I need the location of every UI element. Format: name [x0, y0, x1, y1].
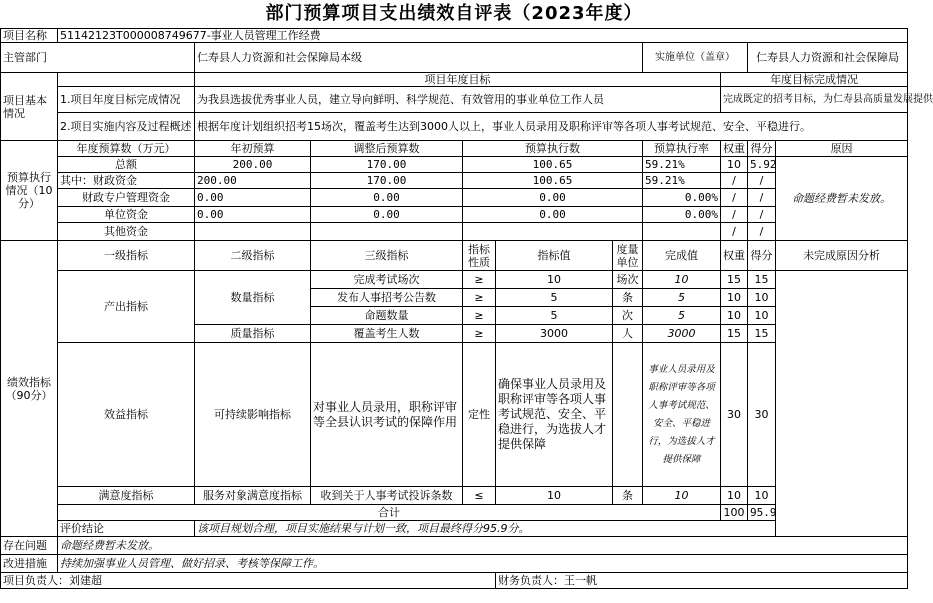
basic-row1-label: 1.项目年度目标完成情况 — [58, 87, 195, 113]
project-name-label: 项目名称 — [1, 29, 58, 43]
total-weight: 100 — [721, 505, 748, 521]
project-name-value: 51142123T000008749677-事业人员管理工作经费 — [58, 29, 908, 43]
basic-row-1 — [1, 87, 908, 101]
perf-row-level3: 覆盖考生人数 — [311, 325, 463, 343]
budget-row — [1, 207, 908, 223]
basic-row2-label: 2.项目实施内容及过程概述 — [58, 113, 195, 141]
department-label: 主管部门 — [1, 43, 195, 73]
perf-row-weight: 10 — [721, 307, 748, 325]
total-score: 95.9 — [748, 505, 776, 521]
budget-row-rate: 59.21% — [643, 173, 721, 189]
budget-row-executed: 0.00 — [463, 189, 643, 207]
benefit-done: 事业人员录用及职称评审等各项人事考试规范、安全、平稳进行，为选拔人才提供保障 — [643, 343, 721, 487]
perf-row-level3: 命题数量 — [311, 307, 463, 325]
budget-row-score: / — [748, 189, 776, 207]
budget-row-rate: 0.00% — [643, 189, 721, 207]
budget-row-weight: 10 — [721, 157, 748, 173]
perf-row-value: 5 — [496, 289, 613, 307]
total-label: 合计 — [58, 505, 721, 521]
satisfaction-nature: ≤ — [463, 487, 496, 505]
perf-row-weight: 15 — [721, 325, 748, 343]
budget-row-name: 单位资金 — [58, 207, 195, 223]
budget-score-header: 得分 — [748, 141, 776, 157]
basic-row2-text: 根据年度计划组织招考15场次，覆盖考生达到3000人以上，事业人员录用及职称评审等各项人事考试规范、安全、平稳进行。 — [195, 113, 908, 141]
perf-reason-header: 未完成原因分析 — [776, 241, 908, 271]
perf-row-score: 15 — [748, 325, 776, 343]
perf-row-value: 3000 — [496, 325, 613, 343]
satisfaction-done: 10 — [643, 487, 721, 505]
budget-header-row — [1, 141, 908, 157]
budget-reason-header: 原因 — [776, 141, 908, 157]
basic-row-2 — [1, 113, 908, 141]
basic-info-label: 项目基本情况 — [1, 73, 58, 141]
basic-row1-done: 完成既定的招考目标，为仁寿县高质量发展提供 — [721, 87, 908, 113]
budget-row-weight: / — [721, 223, 748, 241]
perf-row-score: 15 — [748, 271, 776, 289]
benefit-level2: 可持续影响指标 — [195, 343, 311, 487]
perf-nature-header: 指标性质 — [463, 241, 496, 271]
budget-row-name: 其他资金 — [58, 223, 195, 241]
budget-row-weight: / — [721, 207, 748, 223]
impl-unit-value: 仁寿县人力资源和社会保障局 — [748, 43, 908, 73]
budget-row-score: / — [748, 173, 776, 189]
benefit-row — [1, 343, 908, 487]
budget-row-initial: 200.00 — [195, 173, 311, 189]
budget-row-name: 财政专户管理资金 — [58, 189, 195, 207]
budget-row-adjusted: 0.00 — [311, 189, 463, 207]
department-value: 仁寿县人力资源和社会保障局本级 — [195, 43, 643, 73]
perf-row-nature: ≥ — [463, 289, 496, 307]
page-title: 部门预算项目支出绩效自评表（2023年度） — [265, 3, 643, 24]
perf-row — [1, 271, 908, 289]
budget-row-initial: 0.00 — [195, 189, 311, 207]
perf-level2-header: 二级指标 — [195, 241, 311, 271]
budget-row-executed: 100.65 — [463, 173, 643, 189]
budget-row-executed — [463, 223, 643, 241]
perf-row-score: 10 — [748, 307, 776, 325]
project-lead: 项目负责人：刘建超 — [1, 573, 496, 589]
satisfaction-level2: 服务对象满意度指标 — [195, 487, 311, 505]
perf-header-row — [1, 241, 908, 271]
perf-row-done: 5 — [643, 289, 721, 307]
budget-row — [1, 223, 908, 241]
issue-text: 命题经费暂未发放。 — [58, 537, 908, 555]
perf-row-value: 10 — [496, 271, 613, 289]
perf-score-header: 得分 — [748, 241, 776, 271]
budget-annual-header: 年度预算数（万元） — [58, 141, 195, 157]
budget-row — [1, 189, 908, 207]
benefit-level3: 对事业人员录用，职称评审等全县认识考试的保障作用 — [311, 343, 463, 487]
quality-indicator-label: 质量指标 — [195, 325, 311, 343]
budget-row — [1, 157, 908, 173]
budget-row-adjusted: 170.00 — [311, 157, 463, 173]
finance-lead: 财务负责人：王一帆 — [496, 573, 908, 589]
satisfaction-weight: 10 — [721, 487, 748, 505]
budget-weight-header: 权重 — [721, 141, 748, 157]
satisfaction-unit: 条 — [613, 487, 643, 505]
signature-row — [1, 573, 908, 589]
budget-row-name: 总额 — [58, 157, 195, 173]
perf-level1-header: 一级指标 — [58, 241, 195, 271]
conclusion-label: 评价结论 — [58, 521, 195, 537]
benefit-weight: 30 — [721, 343, 748, 487]
satisfaction-level3: 收到关于人事考试投诉条数 — [311, 487, 463, 505]
budget-executed-header: 预算执行数 — [463, 141, 643, 157]
budget-row-initial — [195, 223, 311, 241]
output-indicator-label: 产出指标 — [58, 271, 195, 343]
perf-row-score: 10 — [748, 289, 776, 307]
impl-unit-label: 实施单位（盖章） — [643, 43, 748, 73]
done-header: 年度目标完成情况 — [721, 73, 908, 87]
perf-row-done: 5 — [643, 307, 721, 325]
perf-row-nature: ≥ — [463, 325, 496, 343]
budget-row-score: 5.92 — [748, 157, 776, 173]
conclusion-text: 该项目规划合理，项目实施结果与计划一致，项目最终得分95.9分。 — [195, 521, 908, 537]
quantity-indicator-label: 数量指标 — [195, 271, 311, 325]
budget-row-adjusted: 0.00 — [311, 207, 463, 223]
perf-row-nature: ≥ — [463, 271, 496, 289]
perf-reason-cell — [776, 271, 908, 537]
budget-row-rate — [643, 223, 721, 241]
perf-value-header: 指标值 — [496, 241, 613, 271]
improve-text: 持续加强事业人员管理、做好招录、考核等保障工作。 — [58, 555, 908, 573]
satisfaction-score: 10 — [748, 487, 776, 505]
benefit-value: 确保事业人员录用及职称评审等各项人事考试规范、安全、平稳进行，为选拔人才提供保障 — [496, 343, 613, 487]
budget-row-score: / — [748, 223, 776, 241]
budget-row-initial: 0.00 — [195, 207, 311, 223]
benefit-level1: 效益指标 — [58, 343, 195, 487]
department-row — [1, 43, 908, 73]
perf-row-done: 3000 — [643, 325, 721, 343]
perf-row-weight: 15 — [721, 271, 748, 289]
perf-row-unit: 人 — [613, 325, 643, 343]
budget-row-rate: 59.21% — [643, 157, 721, 173]
perf-unit-header: 度量单位 — [613, 241, 643, 271]
perf-weight-header: 权重 — [721, 241, 748, 271]
benefit-nature: 定性 — [463, 343, 496, 487]
issue-label: 存在问题 — [1, 537, 58, 555]
perf-level3-header: 三级指标 — [311, 241, 463, 271]
perf-row-unit: 次 — [613, 307, 643, 325]
budget-row-name: 其中：财政资金 — [58, 173, 195, 189]
perf-row-level3: 完成考试场次 — [311, 271, 463, 289]
budget-row-rate: 0.00% — [643, 207, 721, 223]
conclusion-row — [1, 521, 908, 537]
satisfaction-row — [1, 487, 908, 505]
perf-row-nature: ≥ — [463, 307, 496, 325]
budget-row-executed: 0.00 — [463, 207, 643, 223]
budget-initial-header: 年初预算 — [195, 141, 311, 157]
goal-header: 项目年度目标 — [195, 73, 721, 87]
issue-row — [1, 537, 908, 555]
perf-row-level3: 发布人事招考公告数 — [311, 289, 463, 307]
improve-label: 改进措施 — [1, 555, 58, 573]
satisfaction-level1: 满意度指标 — [58, 487, 195, 505]
budget-row-executed: 100.65 — [463, 157, 643, 173]
budget-row-weight: / — [721, 189, 748, 207]
perf-row-done: 10 — [643, 271, 721, 289]
basic-row1-goal: 为我县选拔优秀事业人员，建立导向鲜明、科学规范、有效管用的事业单位工作人员 — [195, 87, 721, 113]
budget-row-score: / — [748, 207, 776, 223]
evaluation-table — [0, 28, 933, 589]
budget-row-initial: 200.00 — [195, 157, 311, 173]
perf-label: 绩效指标（90分） — [1, 241, 58, 537]
total-row — [1, 505, 908, 521]
perf-row-unit: 条 — [613, 289, 643, 307]
project-name-row — [1, 29, 908, 43]
budget-row — [1, 173, 908, 189]
improve-row — [1, 555, 908, 573]
budget-row-weight: / — [721, 173, 748, 189]
satisfaction-value: 10 — [496, 487, 613, 505]
budget-row-adjusted — [311, 223, 463, 241]
benefit-score: 30 — [748, 343, 776, 487]
budget-label: 预算执行情况（10分） — [1, 141, 58, 241]
budget-adjusted-header: 调整后预算数 — [311, 141, 463, 157]
perf-done-header: 完成值 — [643, 241, 721, 271]
basic-header-row — [1, 73, 908, 87]
budget-row-adjusted: 170.00 — [311, 173, 463, 189]
perf-row-value: 5 — [496, 307, 613, 325]
perf-row-unit: 场次 — [613, 271, 643, 289]
budget-rate-header: 预算执行率 — [643, 141, 721, 157]
perf-row-weight: 10 — [721, 289, 748, 307]
budget-reason: 命题经费暂未发放。 — [776, 157, 908, 241]
